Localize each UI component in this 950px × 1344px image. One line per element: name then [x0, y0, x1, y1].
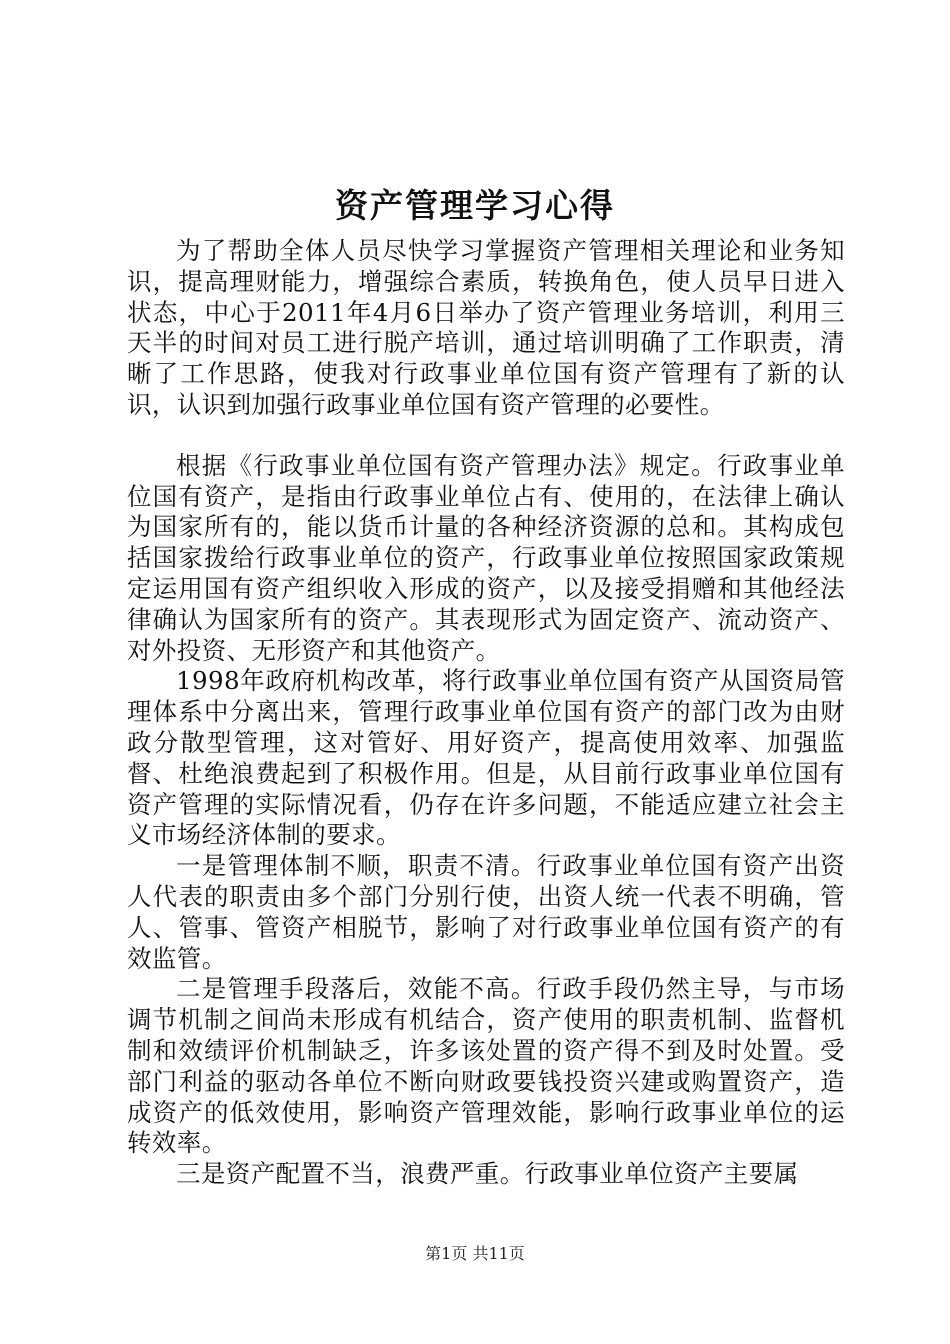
document-title: 资产管理学习心得	[335, 186, 615, 225]
paragraph-3: 1998年政府机构改革，将行政事业单位国有资产从国资局管理体系中分离出来，管理行政事业单位国有资产的部门改为由财政分散型管理，这对管好、用好资产，提高使用效率、加强监督、杜绝浪费起到了积极作用。但是，从目前行政事业单位国有资产管理的实际情况看，仍存在许多问题，不能适应建立社会主义市场经济体制的要求。	[127, 666, 845, 850]
paragraph-6: 三是资产配置不当，浪费严重。行政事业单位资产主要属	[176, 1159, 799, 1189]
paragraph-5: 二是管理手段落后，效能不高。行政手段仍然主导，与市场调节机制之间尚未形成有机结合，资产使用的职责机制、监督机制和效绩评价机制缺乏，许多该处置的资产得不到及时处置。受部门利益的驱动各单位不断向财政要钱投资兴建或购置资产，造成资产的低效使用，影响资产管理效能，影响行政事业单位的运转效率。	[127, 974, 845, 1158]
paragraph-2: 根据《行政事业单位国有资产管理办法》规定。行政事业单位国有资产，是指由行政事业单位占有、使用的，在法律上确认为国家所有的，能以货币计量的各种经济资源的总和。其构成包括国家拨给行政事业单位的资产，行政事业单位按照国家政策规定运用国有资产组织收入形成的资产，以及接受捐赠和其他经法律确认为国家所有的资产。其表现形式为固定资产、流动资产、对外投资、无形资产和其他资产。	[127, 450, 845, 665]
paragraph-4: 一是管理体制不顺，职责不清。行政事业单位国有资产出资人代表的职责由多个部门分别行使，出资人统一代表不明确，管人、管事、管资产相脱节，影响了对行政事业单位国有资产的有效监管。	[127, 851, 845, 973]
document-body	[127, 236, 845, 1190]
paragraph-1: 为了帮助全体人员尽快学习掌握资产管理相关理论和业务知识，提高理财能力，增强综合素质，转换角色，使人员早日进入状态，中心于2011年4月6日举办了资产管理业务培训，利用三天半的时间对员工进行脱产培训，通过培训明确了工作职责，清晰了工作思路，使我对行政事业单位国有资产管理有了新的认识，认识到加强行政事业单位国有资产管理的必要性。	[127, 236, 845, 419]
page-number-footer: 第1页 共11页	[425, 1244, 525, 1263]
